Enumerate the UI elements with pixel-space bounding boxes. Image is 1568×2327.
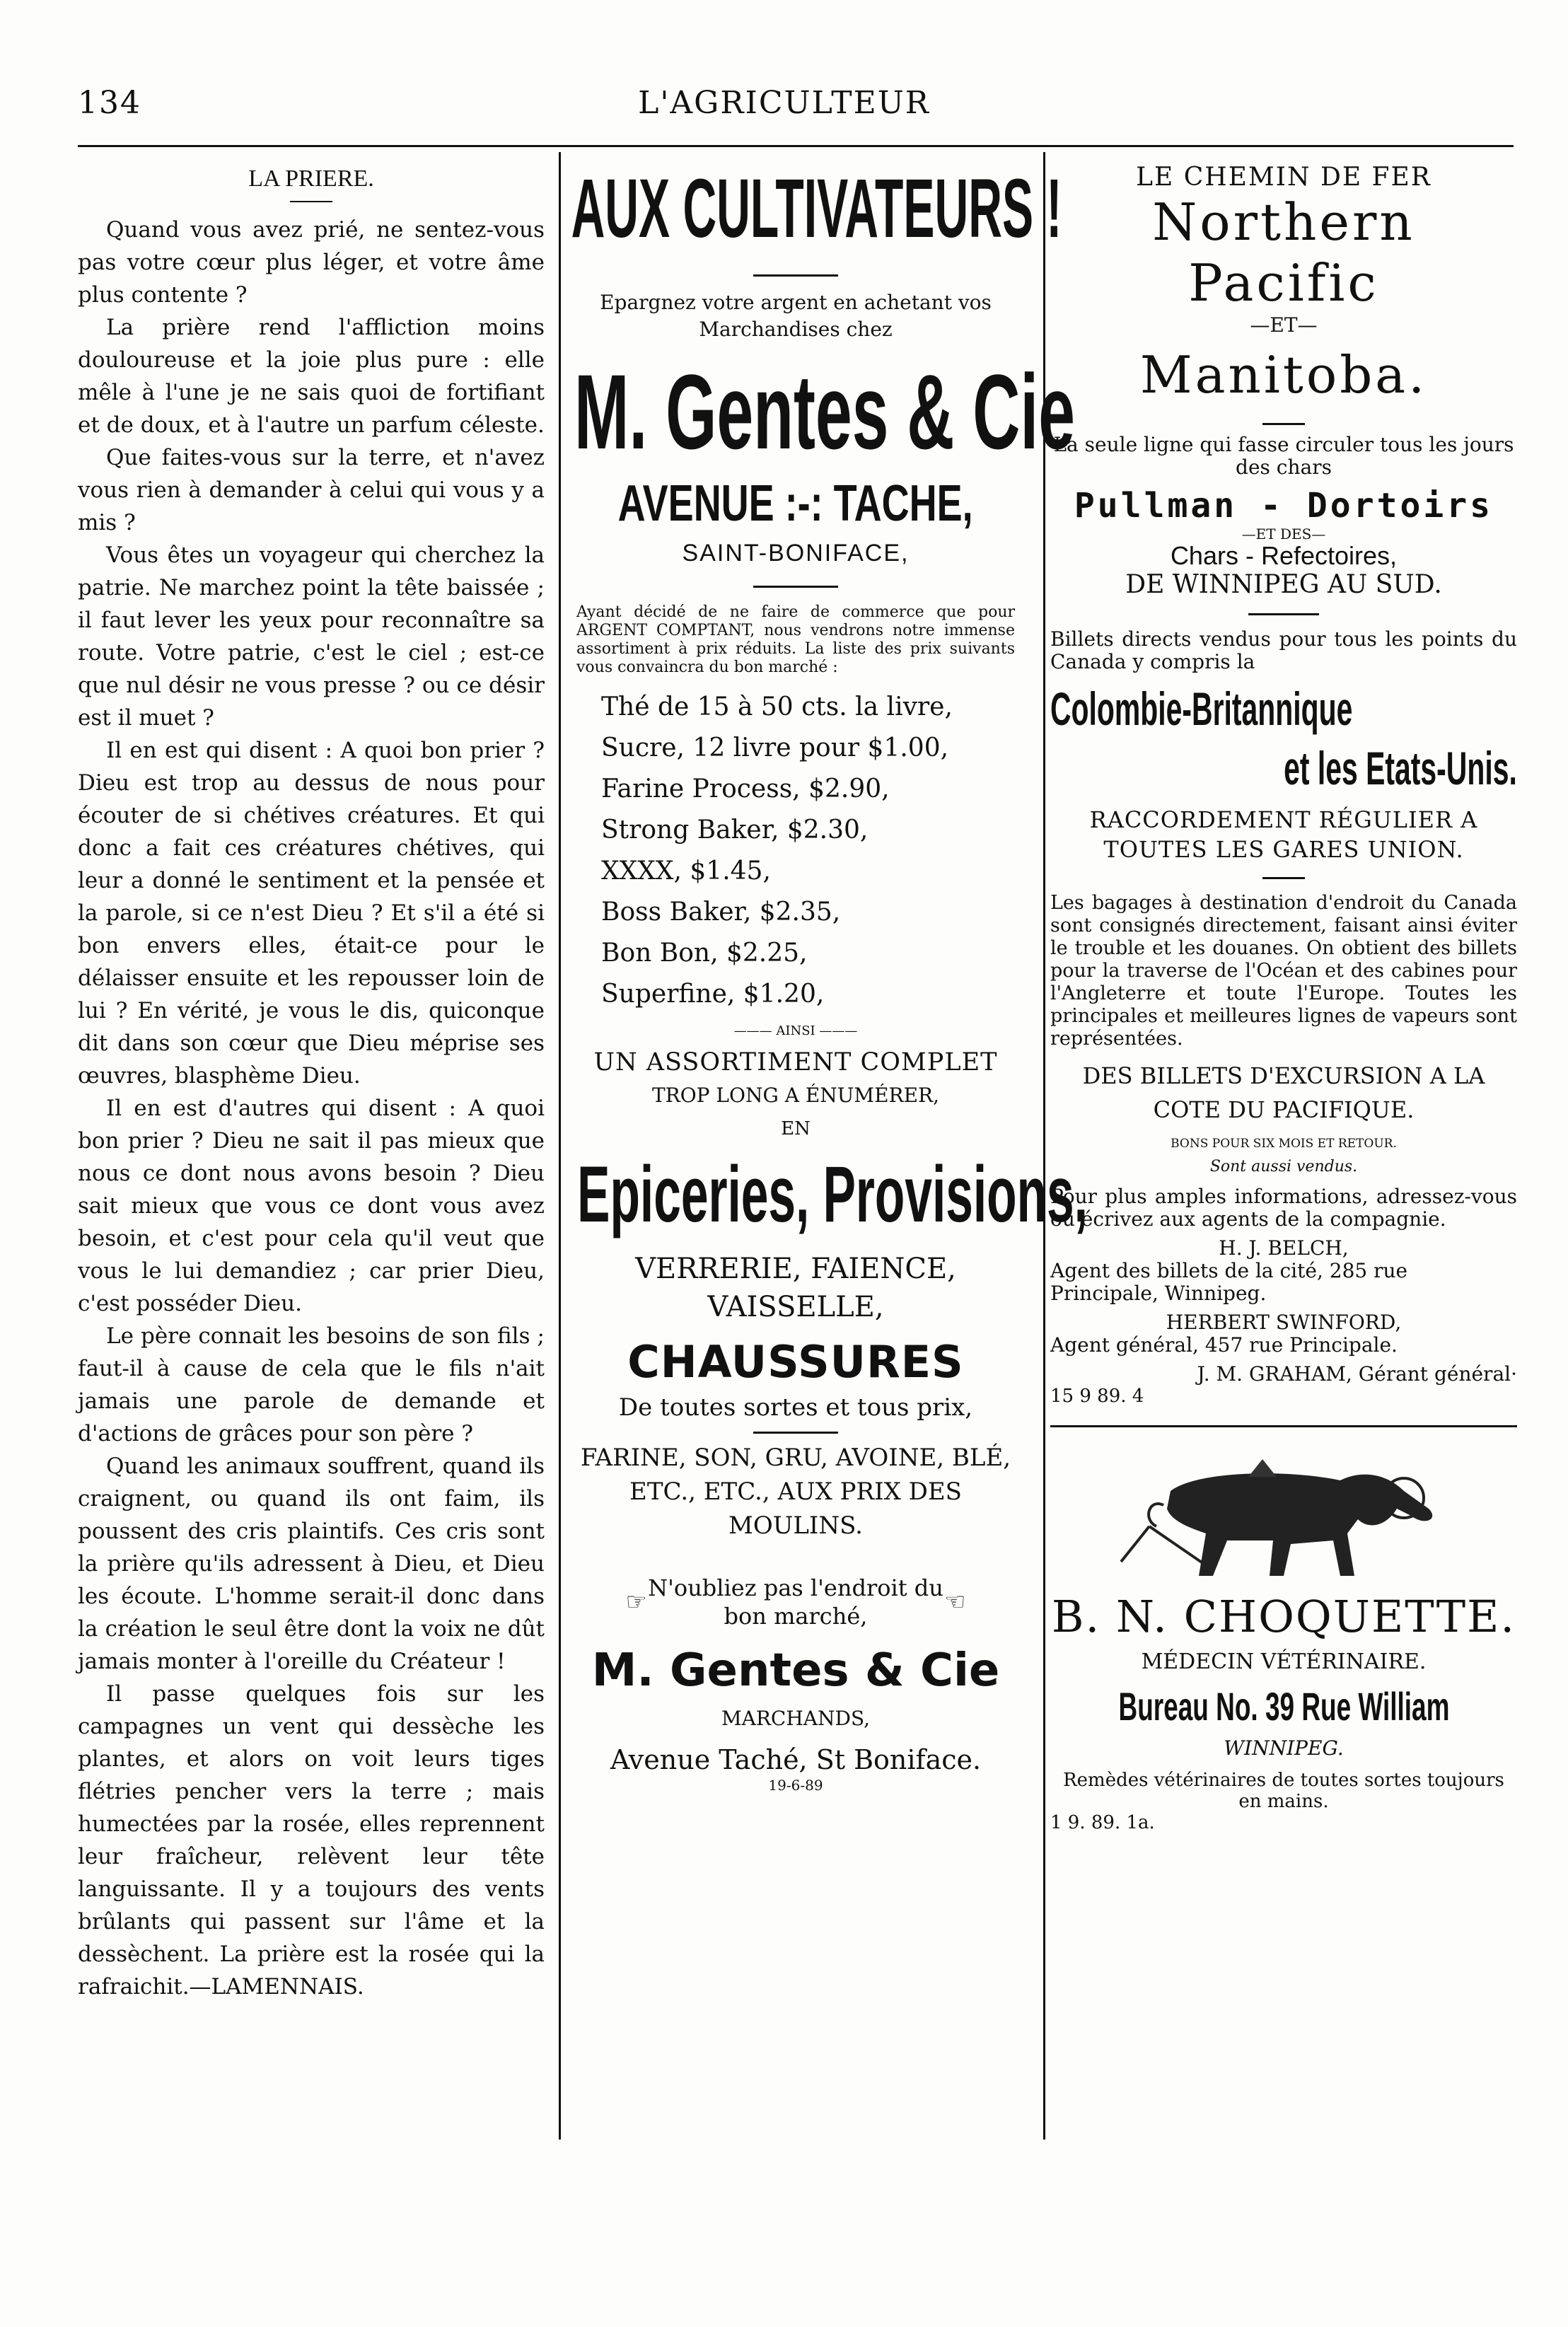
divider <box>1248 613 1319 615</box>
vet-code: 1 9. 89. 1a. <box>1050 1812 1155 1833</box>
marchands: MARCHANDS, <box>721 1707 871 1730</box>
article-paragraph: Quand les animaux souffrent, quand ils craignent, ou quand ils ont faim, ils poussent des cris plaintifs. Ces cris sont la prière qu'ils adressent à Dieu, et Dieu les écoute. L'homme serait-il donc dans la création le seul être dont la voix ne dût jamais monter à l'oreille du Créateur ! <box>78 1453 545 1674</box>
chars: Chars - Refectoires, <box>1170 541 1398 570</box>
article-title: LA PRIERE. <box>248 166 374 192</box>
pullman: Pullman - Dortoirs <box>1074 486 1494 526</box>
rail-code: 15 9 89. 4 <box>1050 1386 1144 1407</box>
article-paragraph: Que faites-vous sur la terre, et n'avez vous rien à demander à celui qui vous y a mis ? <box>78 445 545 535</box>
article-paragraph: Il en est d'autres qui disent : A quoi bon prier ? Dieu ne sait il pas mieux que nous ce dont nous avons besoin ? Dieu sait mieux que vous ce dont vous avez besoin, et c'est pour cela qu'il veut que vous le lui demandiez ; car prier Dieu, c'est posséder Dieu. <box>78 1096 545 1316</box>
bons: BONS POUR SIX MOIS ET RETOUR. <box>1171 1137 1397 1151</box>
epiceries: Epiceries, Provisions, <box>577 1150 1088 1238</box>
journal-title: L'AGRICULTEUR <box>638 85 930 121</box>
article-paragraph: Le père connait les besoins de son fils ; faut-il à cause de cela que le fils n'ait jamais une parole de demande et d'actions de grâces pour son père ? <box>78 1323 545 1446</box>
ad-northern-pacific <box>1050 163 1517 1833</box>
article-paragraph: Il en est qui disent : A quoi bon prier ? Dieu est trop au dessus de nous pour écouter de si chétives créatures. Et qui donc a fait ces créatures chétives, qui leur a donné le sentiment et la pensée et la parole, si ce n'est Dieu ? Et s'il a été si bon envers elles, était-ce pour le délaisser ensuite et les repousser loin de lui ? En vérité, je vous le dis, quiconque dit dans son cœur que Dieu méprise ses œuvres, blasphème Dieu. <box>78 738 545 1089</box>
swinford-role: Agent général, 457 rue Principale. <box>1050 1333 1398 1357</box>
vendus: Sont aussi vendus. <box>1209 1158 1358 1176</box>
et: —ET— <box>1250 313 1318 337</box>
firm-name-2: M. Gentes & Cie <box>591 1644 1000 1697</box>
ad-headline: AUX CULTIVATEURS ! <box>571 162 1062 255</box>
article-paragraph: La prière rend l'affliction moins douloureuse et la joie plus pure : elle mêle à l'une je ne sais quoi de fortifiant et de doux, et à l'autre un parfum céleste. <box>78 315 545 438</box>
avenue: AVENUE :-: TACHE, <box>618 475 973 532</box>
northern-pacific: Northern Pacific <box>1152 192 1415 313</box>
swinford: HERBERT SWINFORD, <box>1166 1311 1402 1334</box>
article-paragraph: Il passe quelques fois sur les campagnes un vent qui dessèche les plantes, et alors on voit leurs tiges flétries pencher vers la terre ; mais humectées par la rosée, elles reprennent leur fraîcheur, relèvent leur tête languissante. Il y a toujours des vents brûlants qui passent sur l'âme et la dessèchent. La prière est la rosée qui la rafraichit.—LAMENNAIS. <box>78 1681 545 2000</box>
ad-intro: Epargnez votre argent en achetant vos Marchandises chez <box>600 291 992 341</box>
header-rule <box>78 145 1514 147</box>
price-item: Strong Baker, $2.30, <box>601 816 869 845</box>
article-la-priere <box>78 163 545 2003</box>
railway-top: LE CHEMIN DE FER <box>1136 163 1431 192</box>
en: EN <box>781 1118 811 1139</box>
price-item: Boss Baker, $2.35, <box>601 898 841 927</box>
ad-date: 19-6-89 <box>768 1777 823 1794</box>
vet-name: B. N. CHOQUETTE. <box>1051 1591 1516 1642</box>
farine: FARINE, SON, GRU, AVOINE, BLÉ, ETC., ETC., AUX PRIX DES MOULINS. <box>580 1444 1011 1540</box>
pour-plus: Pour plus amples informations, adressez-vous ou écrivez aux agents de la compagnie. <box>1050 1185 1517 1231</box>
remedes: Remèdes vétérinaires de toutes sortes toujours en mains. <box>1063 1770 1504 1812</box>
graham: J. M. GRAHAM, Gérant général· <box>1197 1362 1517 1386</box>
belch: H. J. BELCH, <box>1219 1236 1349 1260</box>
firm-name: M. Gentes & Cie <box>574 352 1075 471</box>
vet-city: WINNIPEG. <box>1224 1736 1344 1760</box>
oubliez: ☞ N'oubliez pas l'endroit du bon marché, ☜ <box>625 1574 966 1630</box>
ad-gentes <box>562 162 1088 1794</box>
chaussures: CHAUSSURES <box>627 1336 964 1388</box>
price-item: Farine Process, $2.90, <box>601 774 890 803</box>
ainsi: ——— AINSI ——— <box>733 1023 858 1038</box>
etats: et les Etats-Unis. <box>1284 742 1517 794</box>
horse-illustration <box>1107 1441 1460 1583</box>
page-number: 134 <box>78 85 141 121</box>
price-item: Superfine, $1.20, <box>601 980 825 1009</box>
trop-long: TROP LONG A ÉNUMÉRER, <box>651 1084 940 1107</box>
raccordement: RACCORDEMENT RÉGULIER A TOUTES LES GARES UNION. <box>1089 806 1478 863</box>
notice: Ayant décidé de ne faire de commerce que pour ARGENT COMPTANT, nous vendrons notre immense assortiment à prix réduits. La liste des prix suivants vous convaincra du bon marché : <box>576 603 1015 676</box>
billets: Billets directs vendus pour tous les points du Canada y compris la <box>1050 627 1517 673</box>
title-rule <box>290 201 332 202</box>
seule: La seule ligne qui fasse circuler tous les jours des chars <box>1053 433 1514 479</box>
assortiment: UN ASSORTIMENT COMPLET <box>593 1048 998 1077</box>
column-divider <box>559 152 561 2140</box>
divider <box>1262 877 1305 879</box>
price-item: Thé de 15 à 50 cts. la livre, <box>601 692 953 721</box>
price-item: Bon Bon, $2.25, <box>601 939 808 968</box>
winnipeg-sud: DE WINNIPEG AU SUD. <box>1125 570 1442 599</box>
address: Avenue Taché, St Boniface. <box>610 1744 982 1775</box>
divider <box>1262 423 1305 425</box>
belch-role: Agent des billets de la cité, 285 rue Principale, Winnipeg. <box>1050 1259 1408 1305</box>
bureau: Bureau No. 39 Rue William <box>1118 1684 1449 1729</box>
colombie: Colombie-Britannique <box>1050 683 1353 735</box>
manitoba: Manitoba. <box>1139 345 1428 405</box>
city: SAINT-BONIFACE, <box>682 540 910 567</box>
price-item: XXXX, $1.45, <box>601 857 771 886</box>
excursion: DES BILLETS D'EXCURSION A LA COTE DU PACIFIQUE. <box>1082 1062 1485 1123</box>
verrerie: VERRERIE, FAIENCE, VAISSELLE, <box>635 1253 956 1323</box>
divider <box>753 274 838 277</box>
bagages: Les bagages à destination d'endroit du Canada sont consignés directement, faisant ainsi éviter le trouble et les douanes. On obtient des billets pour la traverse de l'Océan et des cabines pour l'Angleterre et toute l'Europe. Toutes les principales et meilleures lignes de vapeurs sont représentées. <box>1050 892 1517 1050</box>
article-paragraph: Quand vous avez prié, ne sentez-vous pas votre cœur plus léger, et votre âme plus contente ? <box>78 217 545 308</box>
et-des: —ET DES— <box>1241 526 1326 542</box>
pointing-hand-icon: ☜ <box>944 1588 966 1616</box>
divider <box>753 1432 838 1434</box>
price-list <box>562 687 1029 1015</box>
sortes: De toutes sortes et tous prix, <box>618 1393 973 1422</box>
section-rule <box>1050 1425 1517 1427</box>
divider <box>753 586 838 588</box>
pointing-hand-icon: ☞ <box>625 1588 647 1616</box>
article-paragraph: Vous êtes un voyageur qui cherchez la patrie. Ne marchez point la tête baissée ; il faut lever les yeux pour reconnaître sa route. Votre patrie, c'est le ciel ; est-ce que nul désir ne vous presse ? ou ce désir est il muet ? <box>78 542 545 731</box>
price-item: Sucre, 12 livre pour $1.00, <box>601 733 949 762</box>
vet-title: MÉDECIN VÉTÉRINAIRE. <box>1141 1649 1427 1674</box>
